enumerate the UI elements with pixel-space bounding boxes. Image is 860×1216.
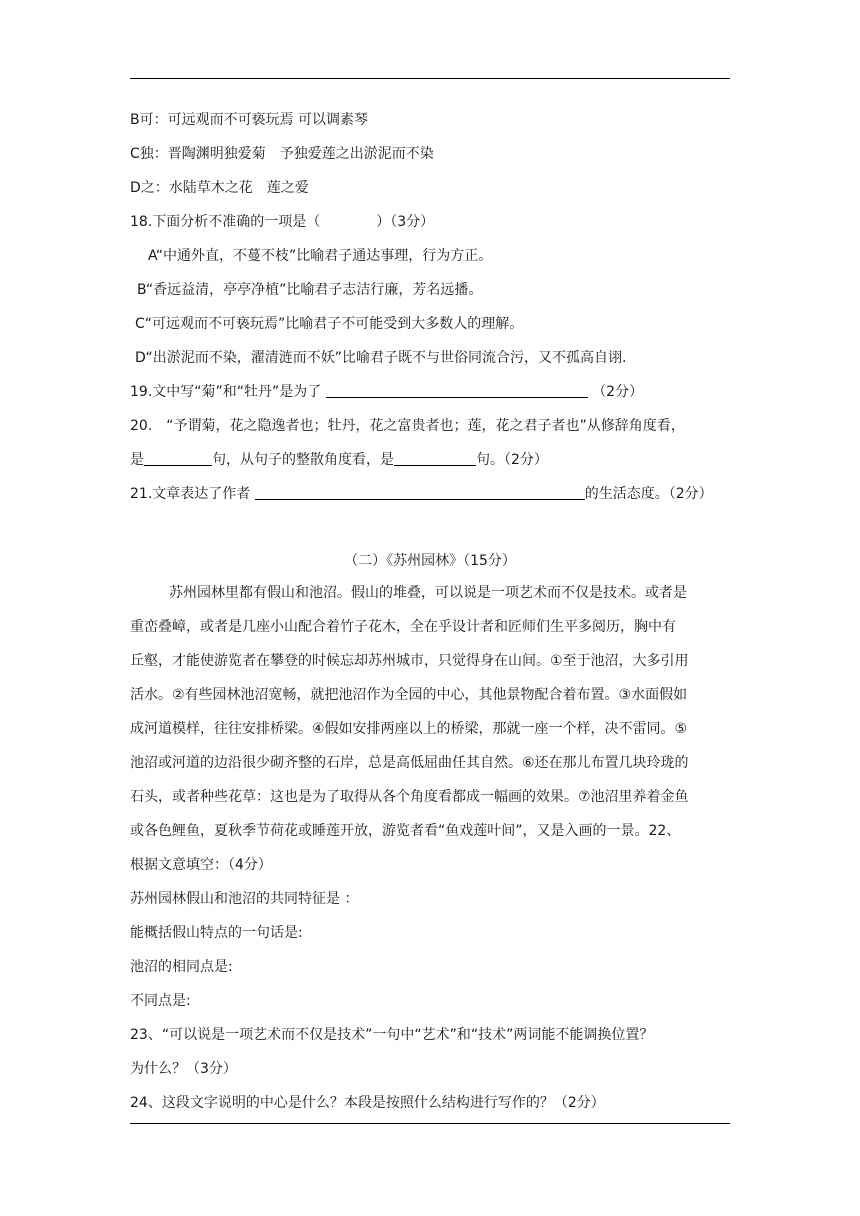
q18-option-a: A“中通外直，不蔓不枝”比喻君子通达事理，行为方正。 xyxy=(148,248,493,264)
top-rule xyxy=(130,78,730,79)
q18-option-c: C“可远观而不可亵玩焉”比喻君子不可能受到大多数人的理解。 xyxy=(135,316,524,332)
q18-option-b: B“香远益清，亭亭净植”比喻君子志洁行廉，芳名远播。 xyxy=(137,282,483,298)
q18-stem-text: 18.下面分析不准确的一项是（ xyxy=(130,214,321,230)
passage xyxy=(130,576,730,882)
q22-diff: 不同点是: xyxy=(130,993,191,1009)
q21-tail: 的生活态度。（2分） xyxy=(584,486,713,502)
q20-line2 xyxy=(130,451,730,469)
q20-part1: 是 xyxy=(130,452,144,468)
q21-answer-blank[interactable] xyxy=(255,485,585,500)
passage-line: 苏州园林里都有假山和池沼。假山的堆叠，可以说是一项艺术而不仅是技术。或者是 xyxy=(169,585,687,601)
passage-line: 石头，或者种些花草：这也是为了取得从各个角度看都成一幅画的效果。⑦池沼里养着金鱼 xyxy=(130,789,689,805)
q20-blank-structure[interactable] xyxy=(394,451,476,466)
q19 xyxy=(130,383,730,401)
q18-stem xyxy=(130,213,730,231)
q20-line1: 20. “予谓菊，花之隐逸者也；牡丹，花之富贵者也；莲，花之君子者也”从修辞角度看， xyxy=(130,418,685,434)
q22-same: 池沼的相同点是: xyxy=(130,959,233,975)
q18-option-d: D“出淤泥而不染，濯清涟而不妖”比喻君子既不与世俗同流合污，又不孤高自诩. xyxy=(135,350,627,366)
passage-line: 池沼或河道的边沿很少砌齐整的石岸，总是高低屈曲任其自然。⑥还在那儿布置几块玲珑的 xyxy=(130,755,689,771)
q20-part2: 句，从句子的整散角度看，是 xyxy=(212,452,394,468)
q19-score: （2分） xyxy=(592,384,644,400)
passage-line: 丘壑，才能使游览者在攀登的时候忘却苏州城市，只觉得身在山间。①至于池沼，大多引用 xyxy=(130,653,689,669)
q23-line1: 23、“可以说是一项艺术而不仅是技术”一句中“艺术”和“技术”两词能不能调换位置？ xyxy=(130,1027,654,1043)
q24: 24、这段文字说明的中心是什么？本段是按照什么结构进行写作的？（2分） xyxy=(130,1095,605,1111)
passage-line: 重峦叠嶂，或者是几座小山配合着竹子花木，全在乎设计者和匠师们生平多阅历，胸中有 xyxy=(130,619,676,635)
q20-blank-rhetoric[interactable] xyxy=(144,451,212,466)
passage-line: 活水。②有些园林池沼宽畅，就把池沼作为全园的中心，其他景物配合着布置。③水面假如 xyxy=(130,687,688,703)
q17-option-b: B可：可远观而不可亵玩焉 可以调素琴 xyxy=(130,112,369,128)
passage-line: 成河道模样，往往安排桥梁。④假如安排两座以上的桥梁，那就一座一个样，决不雷同。⑤ xyxy=(130,721,688,737)
q19-text: 19.文中写“菊”和“牡丹”是为了 xyxy=(130,384,322,400)
section-heading: （二）《苏州园林》（15分） xyxy=(344,553,516,569)
q18-score: ）（3分） xyxy=(376,214,435,230)
q22-common: 苏州园林假山和池沼的共同特征是 ： xyxy=(130,891,359,907)
q21-text: 21.文章表达了作者 xyxy=(130,486,251,502)
q21 xyxy=(130,485,730,503)
q22-hill: 能概括假山特点的一句话是: xyxy=(130,925,303,941)
passage-line: 根据文意填空：（4分） xyxy=(130,857,272,873)
bottom-rule xyxy=(130,1123,730,1124)
q19-answer-blank[interactable] xyxy=(326,383,588,398)
q17-option-c: C独：晋陶渊明独爱菊 予独爱莲之出淤泥而不染 xyxy=(130,146,434,162)
q23-line2: 为什么？（3分） xyxy=(130,1061,237,1077)
q17-option-d: D之：水陆草木之花 莲之爱 xyxy=(130,180,309,196)
q20-part3: 句。（2分） xyxy=(476,452,548,468)
passage-line: 或各色鲤鱼，夏秋季节荷花或睡莲开放，游览者看“鱼戏莲叶间”，又是入画的一景。22、 xyxy=(130,823,681,839)
